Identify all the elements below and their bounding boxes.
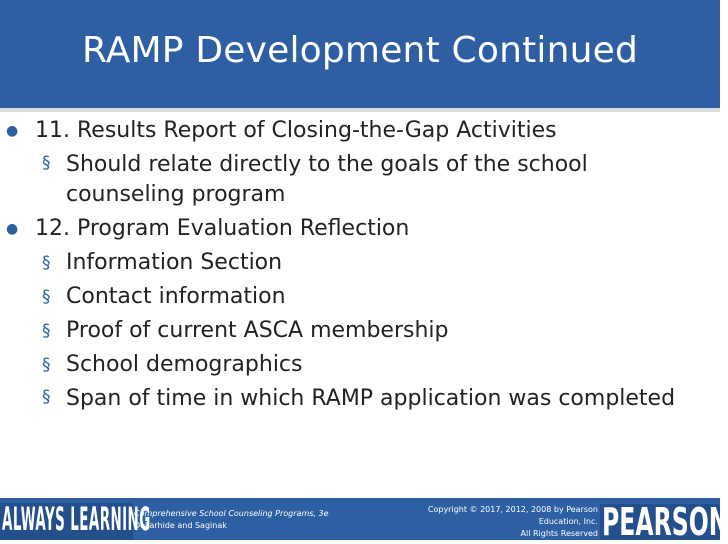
copyright-notice — [388, 504, 598, 540]
book-title: Comprehensive School Counseling Programs, 3e — [134, 509, 329, 518]
square-bullet-icon: § — [42, 387, 51, 407]
sub-bullet-text: Should relate directly to the goals of the school counseling program — [66, 152, 588, 207]
sub-bullet-text: Span of time in which RAMP application was completed — [66, 386, 676, 411]
sub-bullet-text: Information Section — [66, 250, 283, 275]
footer-bar — [0, 498, 728, 544]
book-citation — [134, 508, 384, 532]
title-bar — [0, 0, 720, 108]
bullet-text: 12. Program Evaluation Reflection — [35, 216, 410, 241]
copyright-line: All Rights Reserved — [520, 529, 598, 538]
square-bullet-icon: § — [42, 321, 51, 341]
sub-bullet-text: Contact information — [66, 284, 286, 309]
square-bullet-icon: § — [42, 287, 51, 307]
sub-bullet-item — [0, 148, 700, 212]
sub-bullet-item — [0, 348, 700, 382]
sub-bullet-item — [0, 314, 700, 348]
square-bullet-icon: § — [42, 355, 51, 375]
book-authors: Dollarhide and Saginak — [134, 521, 227, 530]
title-divider — [0, 108, 720, 112]
round-bullet-icon: ● — [6, 221, 19, 237]
slide-title: RAMP Development Continued — [81, 30, 639, 71]
slide-content — [0, 114, 700, 416]
bullet-item — [0, 114, 700, 148]
always-learning-logo-text: ALWAYS LEARNING — [2, 500, 151, 538]
pearson-logo-text: PEARSON — [602, 500, 728, 544]
square-bullet-icon: § — [42, 153, 51, 173]
sub-bullet-text: Proof of current ASCA membership — [66, 318, 449, 343]
sub-bullet-item — [0, 280, 700, 314]
sub-bullet-item — [0, 382, 700, 416]
pearson-logo — [600, 500, 728, 544]
copyright-line: Education, Inc. — [538, 517, 598, 526]
sub-bullet-text: School demographics — [66, 352, 303, 377]
bullet-item — [0, 212, 700, 246]
bullet-text: 11. Results Report of Closing-the-Gap Activities — [35, 118, 557, 143]
round-bullet-icon: ● — [6, 123, 19, 139]
always-learning-logo — [0, 500, 151, 540]
sub-bullet-item — [0, 246, 700, 280]
square-bullet-icon: § — [42, 253, 51, 273]
copyright-line: Copyright © 2017, 2012, 2008 by Pearson — [427, 505, 598, 514]
